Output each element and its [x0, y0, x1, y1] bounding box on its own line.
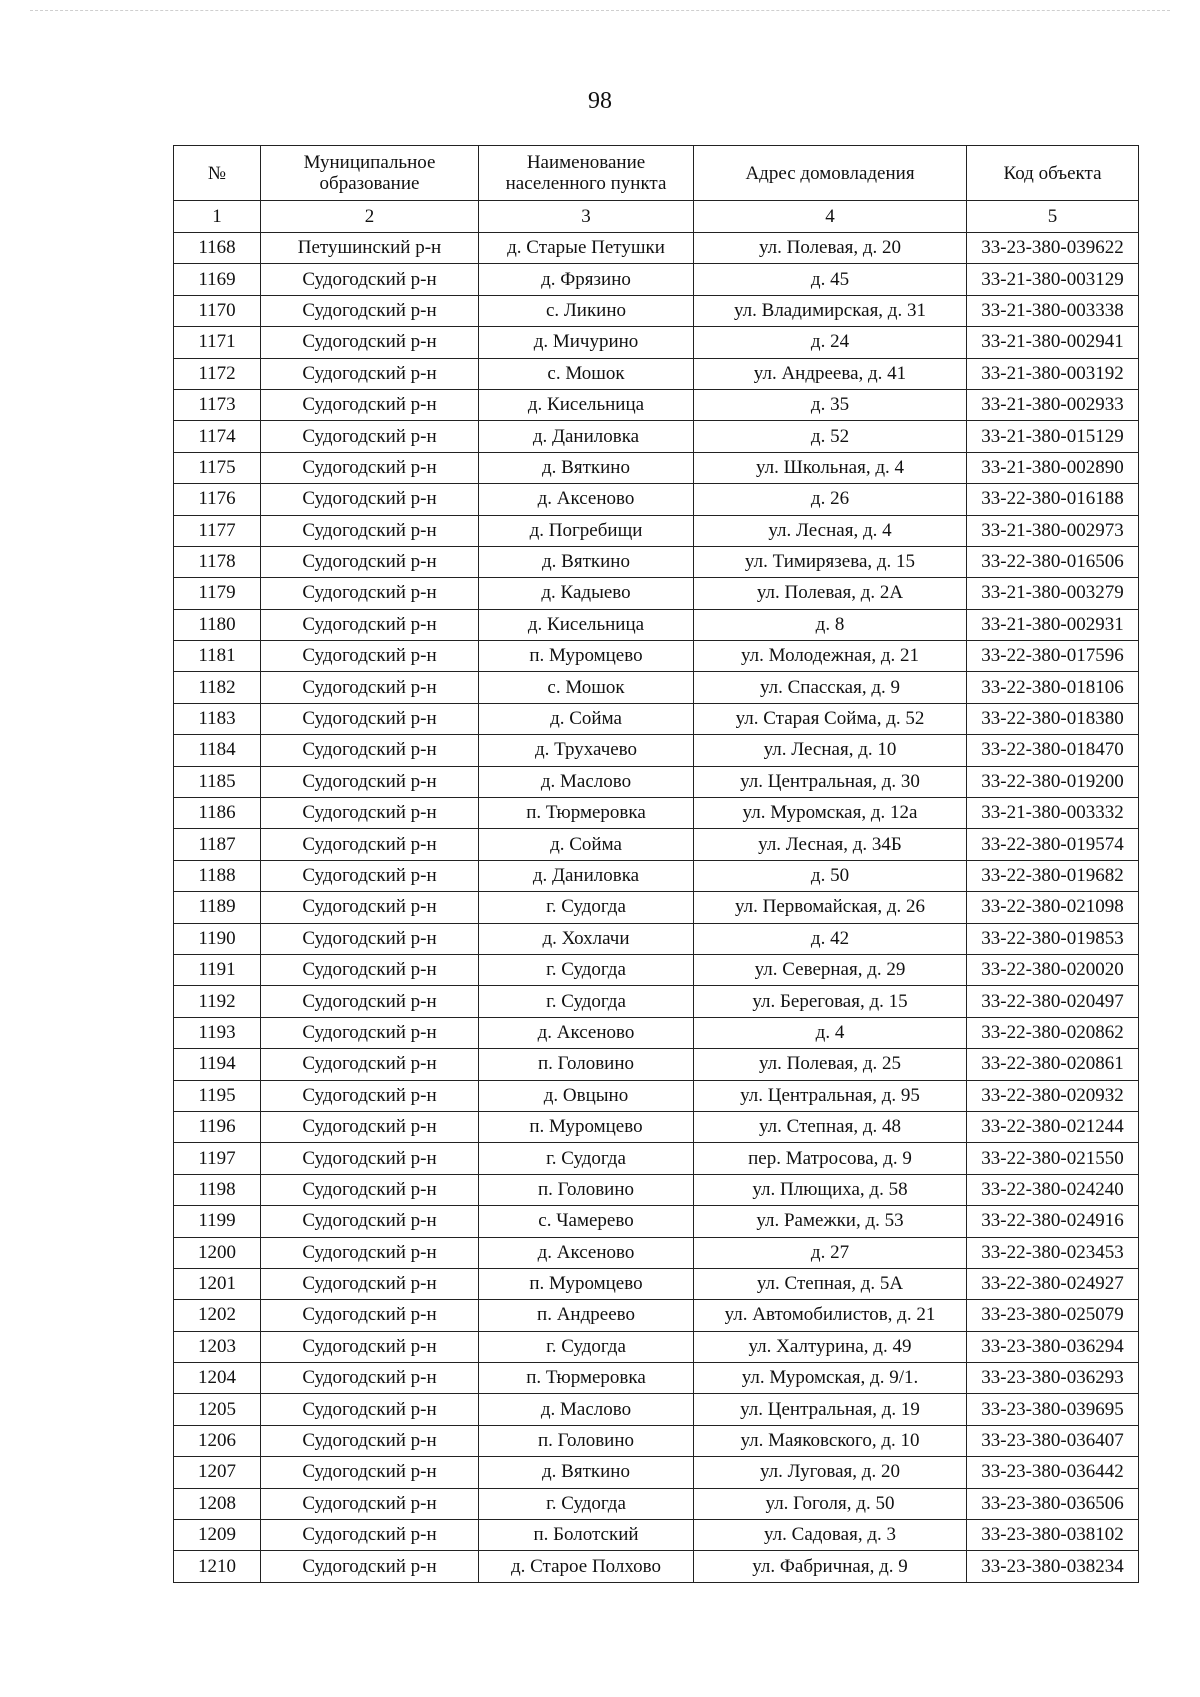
registry-table: [173, 145, 1139, 1583]
table-row: [174, 735, 1139, 766]
cell-number: 1210: [174, 1551, 261, 1582]
cell-municipality: Судогодский р-н: [261, 672, 479, 703]
table-row: [174, 703, 1139, 734]
cell-number: 1169: [174, 264, 261, 295]
cell-settlement: д. Вяткино: [479, 452, 694, 483]
cell-municipality: Судогодский р-н: [261, 1017, 479, 1048]
cell-municipality: Судогодский р-н: [261, 1363, 479, 1394]
cell-municipality: Судогодский р-н: [261, 1331, 479, 1362]
cell-settlement: д. Сойма: [479, 703, 694, 734]
cell-settlement: д. Трухачево: [479, 735, 694, 766]
cell-object-code: 33-22-380-016506: [967, 546, 1139, 577]
cell-number: 1208: [174, 1488, 261, 1519]
table-row: [174, 1049, 1139, 1080]
cell-number: 1183: [174, 703, 261, 734]
cell-number: 1202: [174, 1300, 261, 1331]
cell-address: ул. Фабричная, д. 9: [694, 1551, 967, 1582]
cell-municipality: Судогодский р-н: [261, 1300, 479, 1331]
cell-object-code: 33-23-380-036294: [967, 1331, 1139, 1362]
cell-municipality: Судогодский р-н: [261, 1520, 479, 1551]
cell-municipality: Судогодский р-н: [261, 1237, 479, 1268]
column-number: 1: [174, 201, 261, 233]
cell-number: 1188: [174, 860, 261, 891]
table-row: [174, 1174, 1139, 1205]
cell-settlement: д. Вяткино: [479, 1457, 694, 1488]
table-row: [174, 515, 1139, 546]
cell-number: 1192: [174, 986, 261, 1017]
cell-number: 1203: [174, 1331, 261, 1362]
table-row: [174, 1551, 1139, 1582]
table-row: [174, 233, 1139, 264]
cell-municipality: Судогодский р-н: [261, 1551, 479, 1582]
cell-municipality: Судогодский р-н: [261, 1080, 479, 1111]
cell-address: ул. Андреева, д. 41: [694, 358, 967, 389]
cell-number: 1172: [174, 358, 261, 389]
cell-municipality: Судогодский р-н: [261, 923, 479, 954]
cell-object-code: 33-21-380-003279: [967, 578, 1139, 609]
cell-number: 1198: [174, 1174, 261, 1205]
page-number: 98: [588, 88, 612, 114]
registry-table-body: [174, 233, 1139, 1583]
cell-object-code: 33-22-380-020862: [967, 1017, 1139, 1048]
table-row: [174, 484, 1139, 515]
cell-municipality: Судогодский р-н: [261, 546, 479, 577]
cell-address: ул. Центральная, д. 30: [694, 766, 967, 797]
cell-settlement: д. Фрязино: [479, 264, 694, 295]
cell-number: 1196: [174, 1111, 261, 1142]
cell-municipality: Судогодский р-н: [261, 358, 479, 389]
cell-municipality: Судогодский р-н: [261, 641, 479, 672]
table-row: [174, 1488, 1139, 1519]
table-row: [174, 829, 1139, 860]
cell-address: ул. Тимирязева, д. 15: [694, 546, 967, 577]
cell-object-code: 33-22-380-020020: [967, 954, 1139, 985]
cell-address: ул. Степная, д. 5А: [694, 1268, 967, 1299]
cell-settlement: п. Муромцево: [479, 1268, 694, 1299]
cell-address: д. 52: [694, 421, 967, 452]
cell-settlement: д. Сойма: [479, 829, 694, 860]
cell-address: ул. Старая Сойма, д. 52: [694, 703, 967, 734]
cell-address: ул. Маяковского, д. 10: [694, 1425, 967, 1456]
table-row: [174, 1331, 1139, 1362]
table-row: [174, 264, 1139, 295]
table-row: [174, 546, 1139, 577]
cell-municipality: Судогодский р-н: [261, 1394, 479, 1425]
cell-address: ул. Школьная, д. 4: [694, 452, 967, 483]
cell-address: ул. Лесная, д. 34Б: [694, 829, 967, 860]
header-settlement: Наименование населенного пункта: [479, 146, 694, 201]
scan-edge-line: [30, 10, 1170, 11]
cell-municipality: Судогодский р-н: [261, 766, 479, 797]
cell-number: 1174: [174, 421, 261, 452]
cell-address: ул. Полевая, д. 25: [694, 1049, 967, 1080]
table-row: [174, 1394, 1139, 1425]
cell-object-code: 33-21-380-002931: [967, 609, 1139, 640]
table-row: [174, 1237, 1139, 1268]
cell-municipality: Судогодский р-н: [261, 327, 479, 358]
cell-settlement: д. Даниловка: [479, 421, 694, 452]
table-row: [174, 1268, 1139, 1299]
cell-address: пер. Матросова, д. 9: [694, 1143, 967, 1174]
table-row: [174, 358, 1139, 389]
cell-municipality: Судогодский р-н: [261, 484, 479, 515]
table-row: [174, 1017, 1139, 1048]
cell-number: 1168: [174, 233, 261, 264]
column-number: 5: [967, 201, 1139, 233]
cell-settlement: г. Судогда: [479, 1488, 694, 1519]
cell-address: ул. Полевая, д. 20: [694, 233, 967, 264]
cell-number: 1209: [174, 1520, 261, 1551]
cell-address: д. 50: [694, 860, 967, 891]
cell-settlement: д. Хохлачи: [479, 923, 694, 954]
cell-settlement: г. Судогда: [479, 986, 694, 1017]
cell-address: ул. Гоголя, д. 50: [694, 1488, 967, 1519]
cell-object-code: 33-22-380-020932: [967, 1080, 1139, 1111]
cell-address: ул. Автомобилистов, д. 21: [694, 1300, 967, 1331]
cell-address: ул. Степная, д. 48: [694, 1111, 967, 1142]
table-row: [174, 609, 1139, 640]
cell-address: д. 24: [694, 327, 967, 358]
cell-object-code: 33-21-380-002973: [967, 515, 1139, 546]
cell-object-code: 33-22-380-019853: [967, 923, 1139, 954]
column-number: 3: [479, 201, 694, 233]
cell-number: 1181: [174, 641, 261, 672]
table-row: [174, 1425, 1139, 1456]
cell-settlement: д. Маслово: [479, 1394, 694, 1425]
cell-settlement: д. Даниловка: [479, 860, 694, 891]
cell-number: 1190: [174, 923, 261, 954]
cell-settlement: г. Судогда: [479, 1331, 694, 1362]
cell-object-code: 33-23-380-039695: [967, 1394, 1139, 1425]
cell-address: д. 26: [694, 484, 967, 515]
table-row: [174, 578, 1139, 609]
cell-settlement: д. Кадыево: [479, 578, 694, 609]
cell-settlement: д. Погребищи: [479, 515, 694, 546]
table-row: [174, 421, 1139, 452]
cell-object-code: 33-23-380-036506: [967, 1488, 1139, 1519]
cell-municipality: Судогодский р-н: [261, 892, 479, 923]
cell-number: 1177: [174, 515, 261, 546]
cell-address: ул. Луговая, д. 20: [694, 1457, 967, 1488]
cell-municipality: Судогодский р-н: [261, 1111, 479, 1142]
table-row: [174, 1080, 1139, 1111]
cell-object-code: 33-22-380-018470: [967, 735, 1139, 766]
cell-object-code: 33-22-380-020861: [967, 1049, 1139, 1080]
cell-municipality: Судогодский р-н: [261, 1425, 479, 1456]
cell-municipality: Судогодский р-н: [261, 264, 479, 295]
cell-settlement: п. Головино: [479, 1049, 694, 1080]
cell-settlement: д. Кисельница: [479, 609, 694, 640]
cell-municipality: Судогодский р-н: [261, 295, 479, 326]
cell-address: ул. Центральная, д. 19: [694, 1394, 967, 1425]
cell-address: д. 45: [694, 264, 967, 295]
cell-municipality: Судогодский р-н: [261, 703, 479, 734]
table-row: [174, 641, 1139, 672]
cell-settlement: д. Аксеново: [479, 484, 694, 515]
cell-object-code: 33-22-380-016188: [967, 484, 1139, 515]
table-row: [174, 1111, 1139, 1142]
table-row: [174, 327, 1139, 358]
cell-municipality: Судогодский р-н: [261, 735, 479, 766]
cell-object-code: 33-21-380-015129: [967, 421, 1139, 452]
cell-object-code: 33-21-380-003129: [967, 264, 1139, 295]
column-number-row: [174, 201, 1139, 233]
cell-municipality: Судогодский р-н: [261, 829, 479, 860]
table-row: [174, 1520, 1139, 1551]
cell-number: 1185: [174, 766, 261, 797]
cell-object-code: 33-22-380-021550: [967, 1143, 1139, 1174]
cell-municipality: Судогодский р-н: [261, 1268, 479, 1299]
header-object-code: Код объекта: [967, 146, 1139, 201]
cell-settlement: г. Судогда: [479, 1143, 694, 1174]
cell-number: 1193: [174, 1017, 261, 1048]
table-row: [174, 1457, 1139, 1488]
header-municipality: Муниципальное образование: [261, 146, 479, 201]
cell-object-code: 33-23-380-025079: [967, 1300, 1139, 1331]
cell-object-code: 33-21-380-003338: [967, 295, 1139, 326]
cell-settlement: п. Муромцево: [479, 1111, 694, 1142]
cell-number: 1187: [174, 829, 261, 860]
cell-address: ул. Муромская, д. 9/1.: [694, 1363, 967, 1394]
cell-settlement: с. Ликино: [479, 295, 694, 326]
cell-object-code: 33-23-380-036293: [967, 1363, 1139, 1394]
cell-settlement: г. Судогда: [479, 954, 694, 985]
table-row: [174, 452, 1139, 483]
table-row: [174, 798, 1139, 829]
cell-municipality: Судогодский р-н: [261, 798, 479, 829]
cell-number: 1206: [174, 1425, 261, 1456]
cell-settlement: д. Старые Петушки: [479, 233, 694, 264]
cell-settlement: с. Мошок: [479, 358, 694, 389]
cell-number: 1175: [174, 452, 261, 483]
cell-number: 1180: [174, 609, 261, 640]
table-row: [174, 923, 1139, 954]
cell-settlement: п. Головино: [479, 1174, 694, 1205]
cell-municipality: Судогодский р-н: [261, 954, 479, 985]
column-number: 2: [261, 201, 479, 233]
cell-number: 1171: [174, 327, 261, 358]
cell-municipality: Судогодский р-н: [261, 860, 479, 891]
cell-settlement: п. Муромцево: [479, 641, 694, 672]
cell-address: ул. Муромская, д. 12а: [694, 798, 967, 829]
cell-municipality: Судогодский р-н: [261, 1174, 479, 1205]
cell-address: ул. Центральная, д. 95: [694, 1080, 967, 1111]
cell-object-code: 33-22-380-024927: [967, 1268, 1139, 1299]
cell-municipality: Судогодский р-н: [261, 1143, 479, 1174]
cell-number: 1201: [174, 1268, 261, 1299]
cell-number: 1199: [174, 1206, 261, 1237]
cell-number: 1197: [174, 1143, 261, 1174]
table-row: [174, 672, 1139, 703]
cell-settlement: д. Мичурино: [479, 327, 694, 358]
cell-number: 1173: [174, 389, 261, 420]
cell-number: 1179: [174, 578, 261, 609]
cell-object-code: 33-22-380-018106: [967, 672, 1139, 703]
cell-object-code: 33-22-380-019682: [967, 860, 1139, 891]
cell-object-code: 33-22-380-018380: [967, 703, 1139, 734]
cell-object-code: 33-23-380-036442: [967, 1457, 1139, 1488]
cell-object-code: 33-22-380-019200: [967, 766, 1139, 797]
cell-settlement: п. Тюрмеровка: [479, 1363, 694, 1394]
cell-address: ул. Садовая, д. 3: [694, 1520, 967, 1551]
table-row: [174, 1206, 1139, 1237]
cell-object-code: 33-22-380-020497: [967, 986, 1139, 1017]
cell-number: 1184: [174, 735, 261, 766]
cell-object-code: 33-23-380-036407: [967, 1425, 1139, 1456]
cell-settlement: п. Головино: [479, 1425, 694, 1456]
cell-number: 1191: [174, 954, 261, 985]
cell-object-code: 33-21-380-002933: [967, 389, 1139, 420]
cell-settlement: п. Тюрмеровка: [479, 798, 694, 829]
cell-object-code: 33-22-380-024916: [967, 1206, 1139, 1237]
cell-settlement: д. Аксеново: [479, 1017, 694, 1048]
cell-address: д. 8: [694, 609, 967, 640]
cell-settlement: п. Болотский: [479, 1520, 694, 1551]
cell-municipality: Судогодский р-н: [261, 1049, 479, 1080]
cell-address: ул. Северная, д. 29: [694, 954, 967, 985]
cell-settlement: д. Старое Полхово: [479, 1551, 694, 1582]
table-row: [174, 892, 1139, 923]
cell-municipality: Судогодский р-н: [261, 609, 479, 640]
cell-address: ул. Плющиха, д. 58: [694, 1174, 967, 1205]
table-row: [174, 766, 1139, 797]
cell-settlement: п. Андреево: [479, 1300, 694, 1331]
cell-municipality: Судогодский р-н: [261, 986, 479, 1017]
cell-object-code: 33-21-380-003332: [967, 798, 1139, 829]
cell-settlement: д. Овцыно: [479, 1080, 694, 1111]
cell-municipality: Судогодский р-н: [261, 1206, 479, 1237]
cell-number: 1195: [174, 1080, 261, 1111]
cell-number: 1205: [174, 1394, 261, 1425]
cell-address: ул. Рамежки, д. 53: [694, 1206, 967, 1237]
header-number: №: [174, 146, 261, 201]
cell-address: д. 42: [694, 923, 967, 954]
cell-municipality: Судогодский р-н: [261, 578, 479, 609]
table-row: [174, 986, 1139, 1017]
column-number: 4: [694, 201, 967, 233]
cell-object-code: 33-22-380-017596: [967, 641, 1139, 672]
cell-object-code: 33-22-380-021244: [967, 1111, 1139, 1142]
cell-object-code: 33-21-380-003192: [967, 358, 1139, 389]
cell-object-code: 33-22-380-019574: [967, 829, 1139, 860]
cell-number: 1207: [174, 1457, 261, 1488]
header-address: Адрес домовладения: [694, 146, 967, 201]
cell-number: 1182: [174, 672, 261, 703]
cell-object-code: 33-22-380-021098: [967, 892, 1139, 923]
table-row: [174, 1363, 1139, 1394]
cell-object-code: 33-23-380-038102: [967, 1520, 1139, 1551]
cell-address: д. 4: [694, 1017, 967, 1048]
cell-municipality: Судогодский р-н: [261, 1457, 479, 1488]
cell-settlement: с. Мошок: [479, 672, 694, 703]
cell-address: ул. Береговая, д. 15: [694, 986, 967, 1017]
cell-address: ул. Спасская, д. 9: [694, 672, 967, 703]
cell-address: ул. Лесная, д. 10: [694, 735, 967, 766]
cell-municipality: Петушинский р-н: [261, 233, 479, 264]
cell-settlement: с. Чамерево: [479, 1206, 694, 1237]
cell-number: 1200: [174, 1237, 261, 1268]
cell-settlement: д. Кисельница: [479, 389, 694, 420]
cell-number: 1186: [174, 798, 261, 829]
cell-municipality: Судогодский р-н: [261, 421, 479, 452]
cell-number: 1176: [174, 484, 261, 515]
cell-settlement: г. Судогда: [479, 892, 694, 923]
cell-object-code: 33-21-380-002941: [967, 327, 1139, 358]
cell-number: 1170: [174, 295, 261, 326]
table-row: [174, 1143, 1139, 1174]
cell-address: ул. Владимирская, д. 31: [694, 295, 967, 326]
cell-municipality: Судогодский р-н: [261, 515, 479, 546]
cell-settlement: д. Вяткино: [479, 546, 694, 577]
cell-address: ул. Лесная, д. 4: [694, 515, 967, 546]
cell-address: ул. Молодежная, д. 21: [694, 641, 967, 672]
cell-address: ул. Полевая, д. 2А: [694, 578, 967, 609]
table-row: [174, 860, 1139, 891]
cell-object-code: 33-23-380-038234: [967, 1551, 1139, 1582]
cell-settlement: д. Маслово: [479, 766, 694, 797]
table-row: [174, 1300, 1139, 1331]
cell-number: 1178: [174, 546, 261, 577]
cell-settlement: д. Аксеново: [479, 1237, 694, 1268]
cell-object-code: 33-21-380-002890: [967, 452, 1139, 483]
table-row: [174, 389, 1139, 420]
cell-municipality: Судогодский р-н: [261, 1488, 479, 1519]
cell-municipality: Судогодский р-н: [261, 452, 479, 483]
cell-object-code: 33-22-380-023453: [967, 1237, 1139, 1268]
cell-object-code: 33-23-380-039622: [967, 233, 1139, 264]
cell-object-code: 33-22-380-024240: [967, 1174, 1139, 1205]
cell-address: ул. Халтурина, д. 49: [694, 1331, 967, 1362]
cell-address: ул. Первомайская, д. 26: [694, 892, 967, 923]
cell-municipality: Судогодский р-н: [261, 389, 479, 420]
cell-number: 1189: [174, 892, 261, 923]
header-row: [174, 146, 1139, 201]
cell-address: д. 27: [694, 1237, 967, 1268]
cell-number: 1194: [174, 1049, 261, 1080]
cell-number: 1204: [174, 1363, 261, 1394]
cell-address: д. 35: [694, 389, 967, 420]
table-row: [174, 954, 1139, 985]
table-row: [174, 295, 1139, 326]
